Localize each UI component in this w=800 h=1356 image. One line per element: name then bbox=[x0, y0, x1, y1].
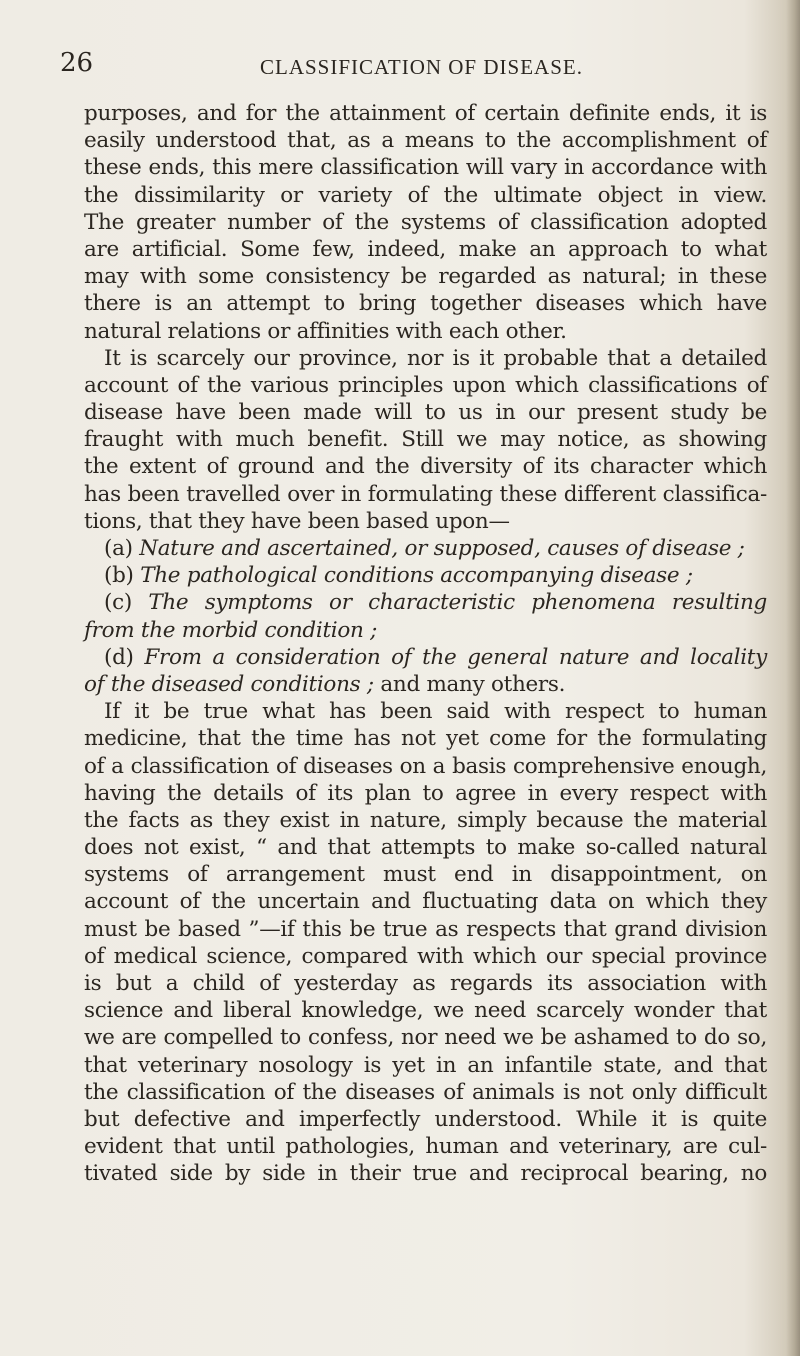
text-line: the classification of the diseases of animals is not only difficult bbox=[84, 1079, 767, 1105]
text-line: the dissimilarity or variety of the ultimate object in view. bbox=[84, 182, 767, 208]
text-line: The greater number of the systems of classification adopted bbox=[84, 209, 767, 235]
list-tail: and many others. bbox=[373, 671, 566, 697]
text-line: account of the various principles upon which classifications of bbox=[84, 372, 767, 398]
text-line: the facts as they exist in nature, simply because the material bbox=[84, 807, 767, 833]
page-number: 26 bbox=[60, 48, 94, 78]
list-text: of the diseased conditions ; bbox=[84, 671, 374, 697]
list-item-a bbox=[84, 535, 767, 562]
running-head bbox=[60, 48, 770, 88]
list-item-b bbox=[84, 562, 767, 589]
text-line: but defective and imperfectly understood. While it is quite bbox=[84, 1106, 767, 1132]
text-line: tions, that they have been based upon— bbox=[84, 508, 510, 534]
text-line: of medical science, compared with which our special province bbox=[84, 943, 767, 969]
list-item-d bbox=[84, 644, 767, 671]
text-line: must be based ”—if this be true as respects that grand division bbox=[84, 916, 767, 942]
text-line: we are compelled to confess, nor need we be ashamed to do so, bbox=[84, 1025, 767, 1051]
text-line: is but a child of yesterday as regards its association with bbox=[84, 971, 767, 996]
text-line: has been travelled over in formulating these different classifica- bbox=[84, 481, 767, 507]
list-item-c bbox=[84, 589, 767, 616]
text-line: these ends, this mere classification will vary in accordance with bbox=[84, 155, 767, 181]
text-line: If it be true what has been said with respect to human bbox=[104, 699, 767, 725]
list-text: From a consideration of the general nature and locality bbox=[144, 644, 767, 670]
text-line: purposes, and for the attainment of certain definite ends, it is bbox=[84, 101, 767, 126]
text-line: that veterinary nosology is yet in an infantile state, and that bbox=[84, 1052, 767, 1078]
text-line: medicine, that the time has not yet come for the formulating bbox=[84, 726, 767, 752]
text-line: systems of arrangement must end in disappointment, on bbox=[84, 862, 767, 888]
list-item-d-continuation bbox=[84, 671, 767, 698]
text-line: It is scarcely our province, nor is it probable that a detailed bbox=[104, 345, 767, 371]
list-item-c-continuation: from the morbid condition ; bbox=[84, 617, 378, 643]
list-text: The symptoms or characteristic phenomena resulting bbox=[148, 590, 767, 616]
text-line: of a classification of diseases on a basis comprehensive enough, bbox=[84, 753, 767, 779]
text-line: does not exist, “ and that attempts to make so-called natural bbox=[84, 835, 767, 861]
page-edge-shadow bbox=[786, 0, 800, 1356]
text-line: fraught with much benefit. Still we may notice, as showing bbox=[84, 427, 767, 453]
list-label: (b) bbox=[104, 563, 134, 589]
running-title: CLASSIFICATION OF DISEASE. bbox=[260, 55, 583, 79]
text-line: science and liberal knowledge, we need scarcely wonder that bbox=[84, 998, 767, 1024]
text-line: evident that until pathologies, human and veterinary, are cul- bbox=[84, 1134, 767, 1160]
text-line: tivated side by side in their true and reciprocal bearing, no bbox=[84, 1161, 767, 1187]
list-label: (a) bbox=[104, 536, 133, 561]
text-line: easily understood that, as a means to the accomplishment of bbox=[84, 128, 767, 154]
text-line: account of the uncertain and fluctuating data on which they bbox=[84, 889, 767, 915]
list-text: Nature and ascertained, or supposed, causes of disease ; bbox=[139, 536, 745, 561]
text-line: having the details of its plan to agree in every respect with bbox=[84, 780, 767, 806]
list-label: (c) bbox=[104, 590, 132, 616]
text-line: the extent of ground and the diversity of its character which bbox=[84, 454, 767, 480]
body-text bbox=[84, 100, 767, 1188]
list-text: The pathological conditions accompanying disease ; bbox=[140, 563, 693, 589]
list-label: (d) bbox=[104, 644, 134, 670]
text-line: disease have been made will to us in our present study be bbox=[84, 400, 767, 426]
text-line: are artificial. Some few, indeed, make an approach to what bbox=[84, 236, 767, 262]
text-line: natural relations or affinities with each other. bbox=[84, 318, 567, 344]
text-line: there is an attempt to bring together diseases which have bbox=[84, 291, 767, 317]
text-line: may with some consistency be regarded as natural; in these bbox=[84, 264, 767, 290]
